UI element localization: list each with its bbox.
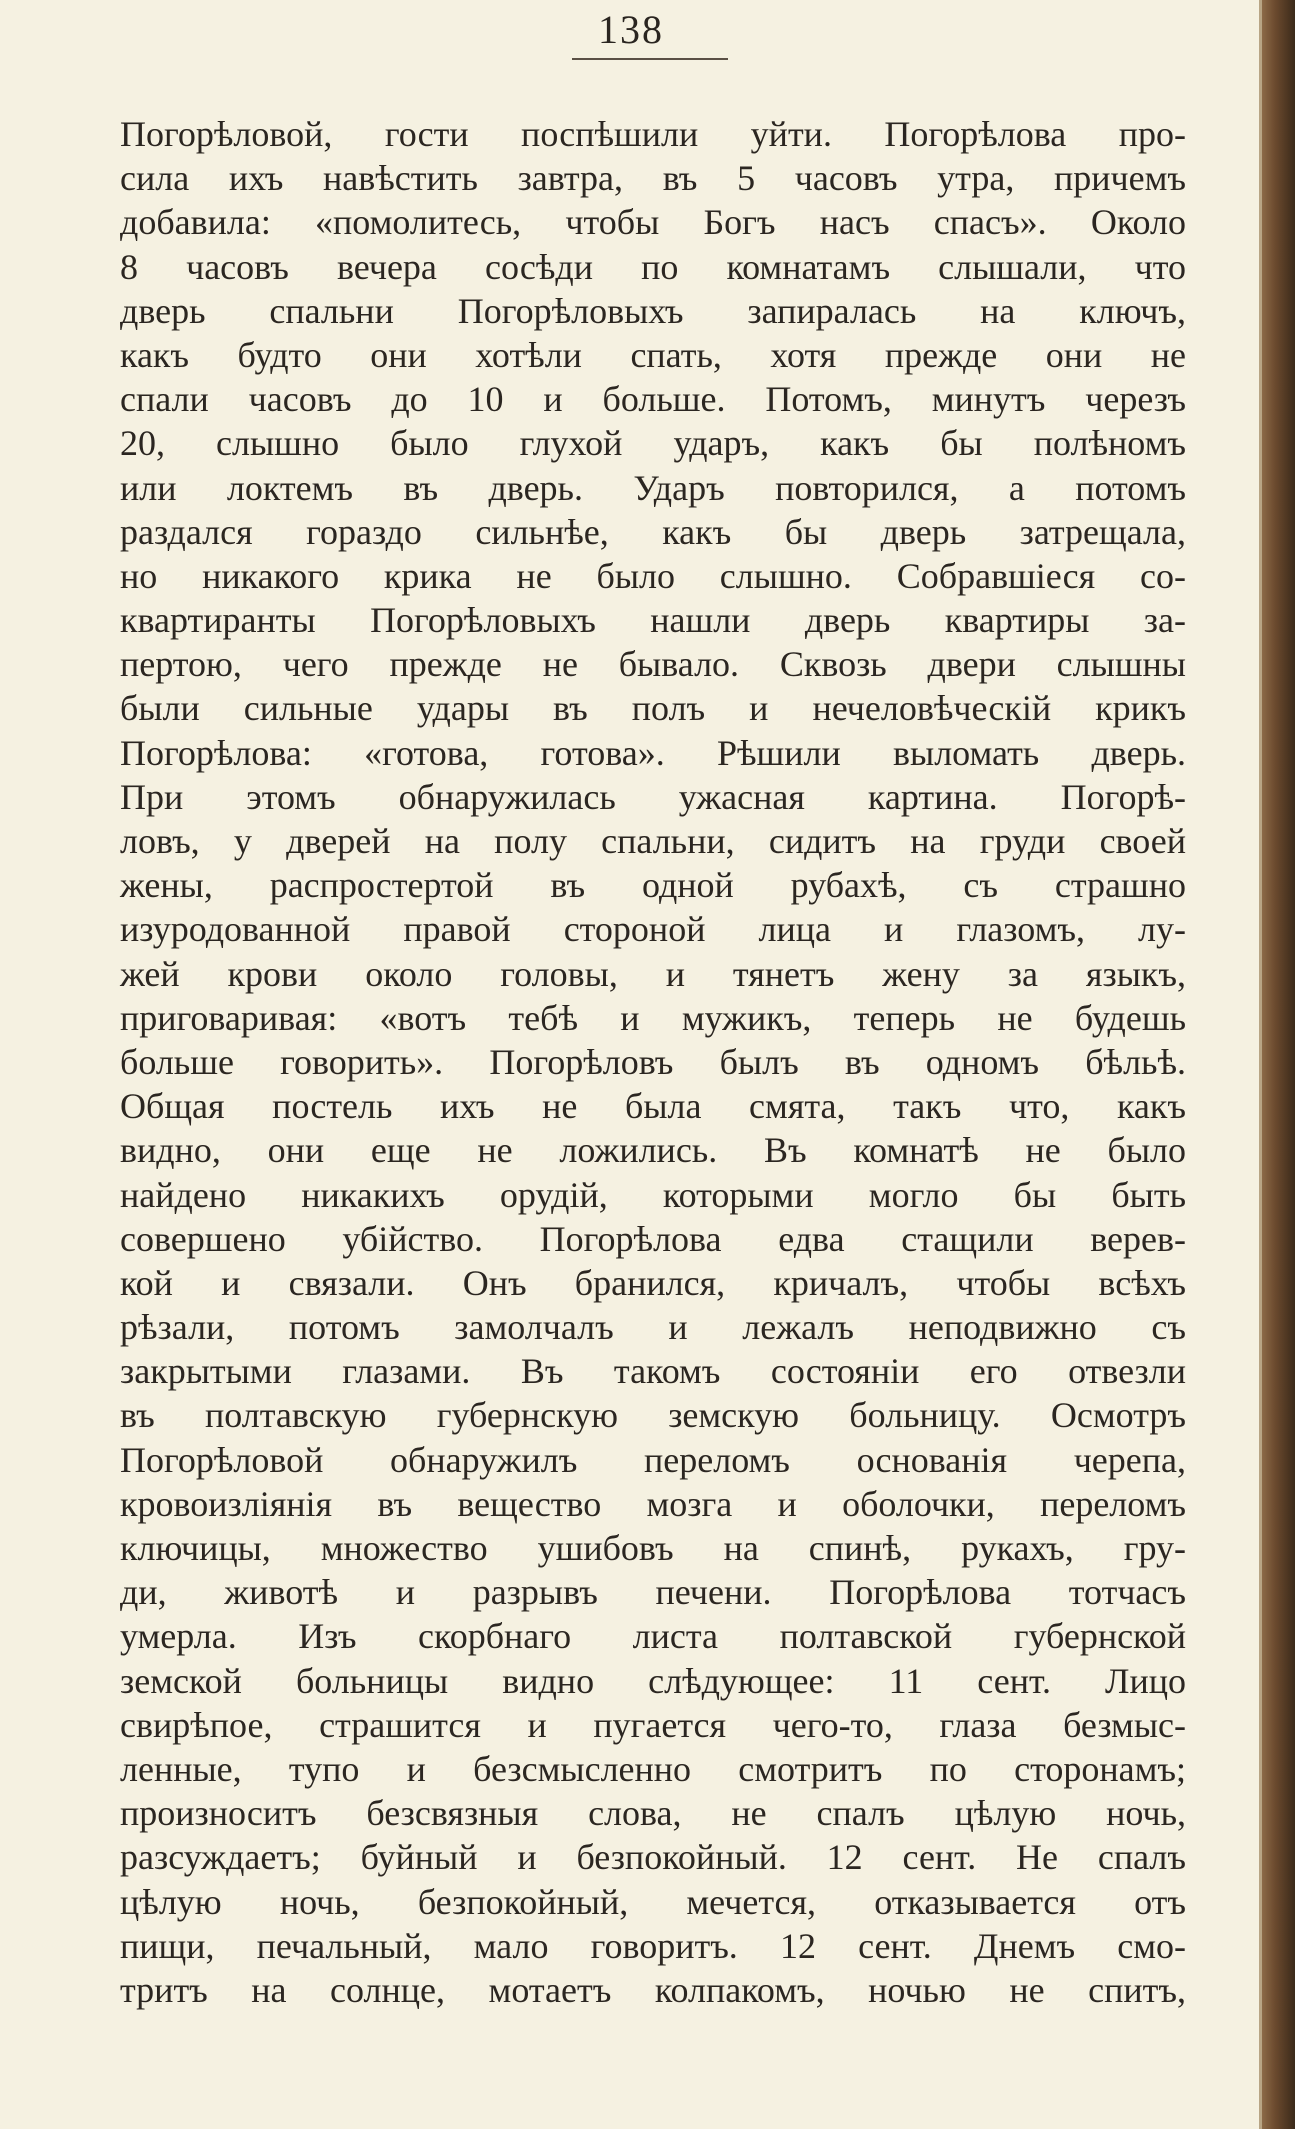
text-line: произноситъ безсвязныя слова, не спалъ цѣлую ночь, xyxy=(120,1793,1186,1834)
text-line: ди, животѣ и разрывъ печени. Погорѣлова тотчасъ xyxy=(120,1572,1186,1613)
text-line: Общая постель ихъ не была смята, такъ что, какъ xyxy=(120,1086,1186,1127)
text-line: цѣлую ночь, безпокойный, мечется, отказывается отъ xyxy=(120,1881,1186,1922)
text-line: сила ихъ навѣстить завтра, въ 5 часовъ утра, причемъ xyxy=(120,158,1186,199)
text-line: ключицы, множество ушибовъ на спинѣ, рукахъ, гру- xyxy=(120,1528,1186,1568)
text-line: приговаривая: «вотъ тебѣ и мужикъ, теперь не будешь xyxy=(120,997,1186,1038)
text-line: 8 часовъ вечера сосѣди по комнатамъ слышали, что xyxy=(120,246,1186,287)
text-line: свирѣпое, страшится и пугается чего-то, глаза безмыс- xyxy=(120,1704,1186,1745)
text-line: пертою, чего прежде не бывало. Сквозь двери слышны xyxy=(120,644,1186,685)
text-line: умерла. Изъ скорбнаго листа полтавской губернской xyxy=(120,1616,1186,1657)
text-line: но никакого крика не было слышно. Собравшіеся со- xyxy=(120,555,1186,596)
text-line: ловъ, у дверей на полу спальни, сидитъ на груди своей xyxy=(120,821,1186,861)
text-line: кой и связали. Онъ бранился, кричалъ, чтобы всѣхъ xyxy=(120,1262,1186,1303)
body-text xyxy=(120,112,1186,2012)
text-line: пищи, печальный, мало говоритъ. 12 сент. Днемъ смо- xyxy=(120,1925,1186,1966)
text-line: Погорѣлова: «готова, готова». Рѣшили выломать дверь. xyxy=(120,732,1186,773)
text-line: совершено убійство. Погорѣлова едва стащили верев- xyxy=(120,1218,1186,1259)
text-line: рѣзали, потомъ замолчалъ и лежалъ неподвижно съ xyxy=(120,1307,1186,1348)
text-line: кровоизліянія въ вещество мозга и оболочки, переломъ xyxy=(120,1483,1186,1524)
text-line: найдено никакихъ орудій, которыми могло бы быть xyxy=(120,1174,1186,1215)
text-line: земской больницы видно слѣдующее: 11 сент. Лицо xyxy=(120,1660,1186,1701)
text-line: въ полтавскую губернскую земскую больницу. Осмотръ xyxy=(120,1395,1186,1436)
text-line: какъ будто они хотѣли спать, хотя прежде они не xyxy=(120,334,1186,375)
text-line: или локтемъ въ дверь. Ударъ повторился, а потомъ xyxy=(120,467,1186,508)
text-line: тритъ на солнце, мотаетъ колпакомъ, ночью не спитъ, xyxy=(120,1969,1186,2010)
text-line: дверь спальни Погорѣловыхъ запиралась на ключъ, xyxy=(120,290,1186,331)
text-line: 20, слышно было глухой ударъ, какъ бы полѣномъ xyxy=(120,423,1186,464)
text-line: квартиранты Погорѣловыхъ нашли дверь квартиры за- xyxy=(120,600,1186,641)
header-rule xyxy=(572,58,728,60)
text-line: жены, распростертой въ одной рубахѣ, съ страшно xyxy=(120,865,1186,906)
text-line: закрытыми глазами. Въ такомъ состояніи его отвезли xyxy=(120,1351,1186,1392)
text-line: изуродованной правой стороной лица и глазомъ, лу- xyxy=(120,909,1186,950)
text-line: добавила: «помолитесь, чтобы Богъ насъ спасъ». Около xyxy=(120,202,1186,243)
text-line: жей крови около головы, и тянетъ жену за языкъ, xyxy=(120,953,1186,994)
text-line: раздался гораздо сильнѣе, какъ бы дверь затрещала, xyxy=(120,511,1186,552)
text-line: Погорѣловой, гости поспѣшили уйти. Погорѣлова про- xyxy=(120,114,1186,154)
text-line: спали часовъ до 10 и больше. Потомъ, минутъ черезъ xyxy=(120,379,1186,420)
text-line: ленные, тупо и безсмысленно смотритъ по сторонамъ; xyxy=(120,1748,1186,1789)
text-line: больше говорить». Погорѣловъ былъ въ одномъ бѣльѣ. xyxy=(120,1041,1186,1082)
text-line: были сильные удары въ полъ и нечеловѣческій крикъ xyxy=(120,688,1186,729)
text-line: видно, они еще не ложились. Въ комнатѣ не было xyxy=(120,1130,1186,1171)
text-line: разсуждаетъ; буйный и безпокойный. 12 сент. Не спалъ xyxy=(120,1837,1186,1878)
book-spine-edge xyxy=(1262,0,1295,2129)
text-line: Погорѣловой обнаружилъ переломъ основанія черепа, xyxy=(120,1439,1186,1480)
text-line: При этомъ обнаружилась ужасная картина. Погорѣ- xyxy=(120,776,1186,817)
page-number: 138 xyxy=(598,7,664,52)
